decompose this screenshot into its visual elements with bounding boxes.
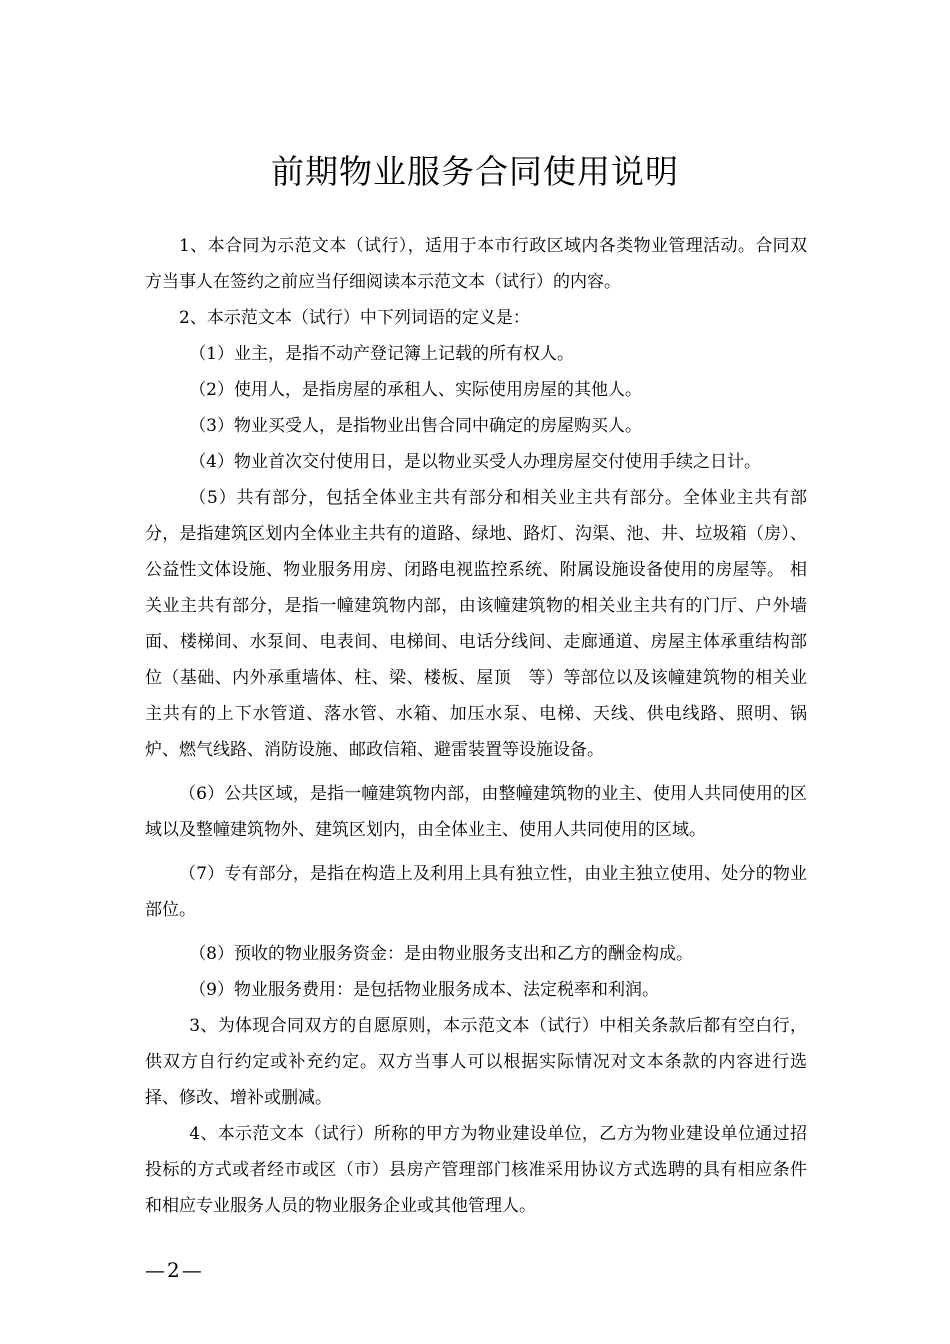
definition-4: （4）物业首次交付使用日，是以物业买受人办理房屋交付使用手续之日计。 [189,452,762,472]
page-title: 前期物业服务合同使用说明 [271,152,679,191]
definition-5: （5）共有部分，包括全体业主共有部分和相关业主共有部分。全体业主共有部分，是指建筑区划内全体业主共有的道路、绿地、路灯、沟渠、池、井、垃圾箱（房）、公益性文体设施、物业服务用房、闭路电视监控系统、附属设施设备使用的房屋等。 相关业主共有部分，是指一幢建筑物内部，由该幢建筑物的相关业主共有的门厅、户外墙面、楼梯间、水泵间、电表间、电梯间、电话分线间、走廊通道、房屋主体承重结构部位（基础、内外承重墙体、柱、梁、楼板、屋顶 等）等部位以及该幢建筑物的相关业主共有的上下水管道、落水管、水箱、加压水泵、电梯、天线、供电线路、照明、锅炉、燃气线路、消防设施、邮政信箱、避雷装置等设施设备。 [145,488,807,760]
definition-3: （3）物业买受人，是指物业出售合同中确定的房屋购买人。 [189,416,643,436]
definition-8: （8）预收的物业服务资金：是由物业服务支出和乙方的酬金构成。 [189,944,694,964]
paragraph-2: 2、本示范文本（试行）中下列词语的定义是： [179,308,530,328]
page-number: —2— [145,1258,204,1282]
definition-1: （1）业主，是指不动产登记簿上记载的所有权人。 [189,344,575,364]
paragraph-1: 1、本合同为示范文本（试行），适用于本市行政区域内各类物业管理活动。合同双方当事人在签约之前应当仔细阅读本示范文本（试行）的内容。 [145,236,807,292]
definition-6: （6）公共区域，是指一幢建筑物内部，由整幢建筑物的业主、使用人共同使用的区域以及整幢建筑物外、建筑区划内，由全体业主、使用人共同使用的区域。 [145,784,807,840]
paragraph-4: 4、本示范文本（试行）所称的甲方为物业建设单位，乙方为物业建设单位通过招投标的方式或者经市或区（市）县房产管理部门核准采用协议方式选聘的具有相应条件和相应专业服务人员的物业服务企业或其他管理人。 [145,1124,807,1216]
paragraph-3: 3、为体现合同双方的自愿原则，本示范文本（试行）中相关条款后都有空白行，供双方自行约定或补充约定。双方当事人可以根据实际情况对文本条款的内容进行选择、修改、增补或删减。 [145,1016,807,1108]
definition-9: （9）物业服务费用：是包括物业服务成本、法定税率和利润。 [189,980,660,1000]
definition-7: （7）专有部分，是指在构造上及利用上具有独立性，由业主独立使用、处分的物业部位。 [145,864,807,920]
definition-2: （2）使用人，是指房屋的承租人、实际使用房屋的其他人。 [189,380,643,400]
document-body [145,228,807,1224]
